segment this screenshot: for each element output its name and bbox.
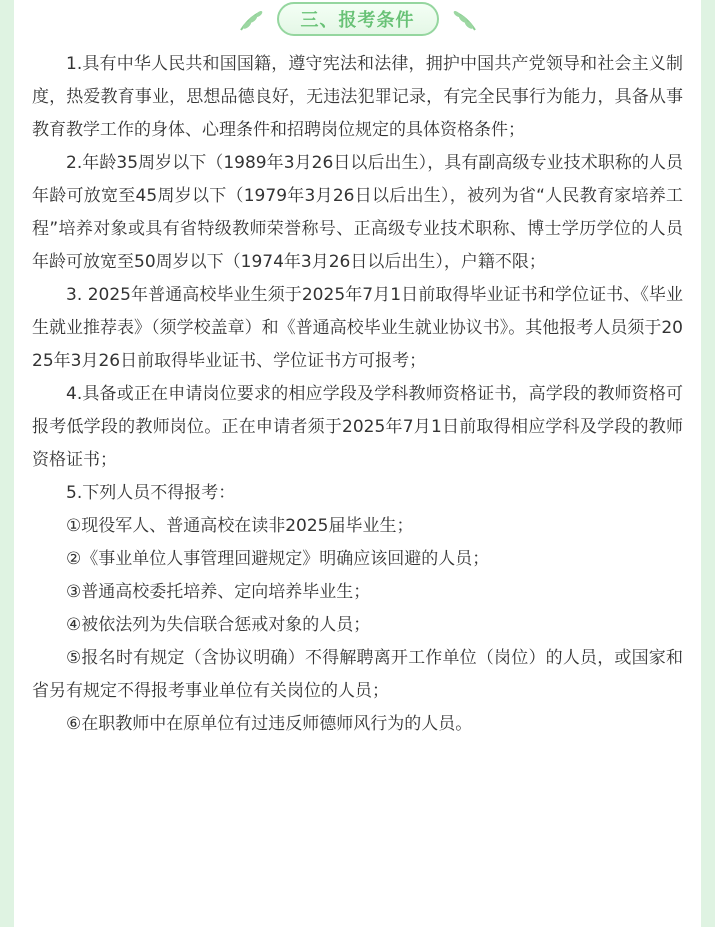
leaf-icon-right (451, 8, 479, 34)
paragraph-3: 3. 2025年普通高校毕业生须于2025年7月1日前取得毕业证书和学位证书、《毕业生就业推荐表》（须学校盖章）和《普通高校毕业生就业协议书》。其他报考人员须于2025年3月26日前取得毕业证书、学位证书方可报考； (32, 285, 683, 371)
list-item-4: ④被依法列为失信联合惩戒对象的人员； (66, 615, 371, 635)
paragraph-2: 2.年龄35周岁以下（1989年3月26日以后出生），具有副高级专业技术职称的人员年龄可放宽至45周岁以下（1979年3月26日以后出生），被列为省“人民教育家培养工程”培养对象或具有省特级教师荣誉称号、正高级专业技术职称、博士学历学位的人员年龄可放宽至50周岁以下（1974年3月26日以后出生），户籍不限； (32, 153, 683, 272)
right-edge-decoration (701, 0, 715, 927)
paragraph-5: 5.下列人员不得报考： (66, 483, 236, 503)
left-edge-decoration (0, 0, 14, 927)
leaf-icon-left (237, 8, 265, 34)
content-body (32, 48, 683, 741)
section-header (14, 0, 701, 38)
list-item-5: ⑤报名时有规定（含协议明确）不得解聘离开工作单位（岗位）的人员，或国家和省另有规定不得报考事业单位有关岗位的人员； (32, 648, 683, 701)
list-item-3: ③普通高校委托培养、定向培养毕业生； (66, 582, 371, 602)
paragraph-4: 4.具备或正在申请岗位要求的相应学段及学科教师资格证书，高学段的教师资格可报考低学段的教师岗位。正在申请者须于2025年7月1日前取得相应学科及学段的教师资格证书； (32, 384, 683, 470)
list-item-6: ⑥在职教师中在原单位有过违反师德师风行为的人员。 (66, 714, 473, 734)
section-title-pill (277, 2, 439, 36)
article-card (14, 0, 701, 927)
paragraph-1: 1.具有中华人民共和国国籍，遵守宪法和法律，拥护中国共产党领导和社会主义制度，热爱教育事业，思想品德良好，无违法犯罪记录，有完全民事行为能力，具备从事教育教学工作的身体、心理条件和招聘岗位规定的具体资格条件； (32, 54, 683, 140)
section-title: 三、报考条件 (300, 10, 415, 31)
list-item-2: ②《事业单位人事管理回避规定》明确应该回避的人员； (66, 549, 490, 569)
list-item-1: ①现役军人、普通高校在读非2025届毕业生； (66, 516, 414, 536)
